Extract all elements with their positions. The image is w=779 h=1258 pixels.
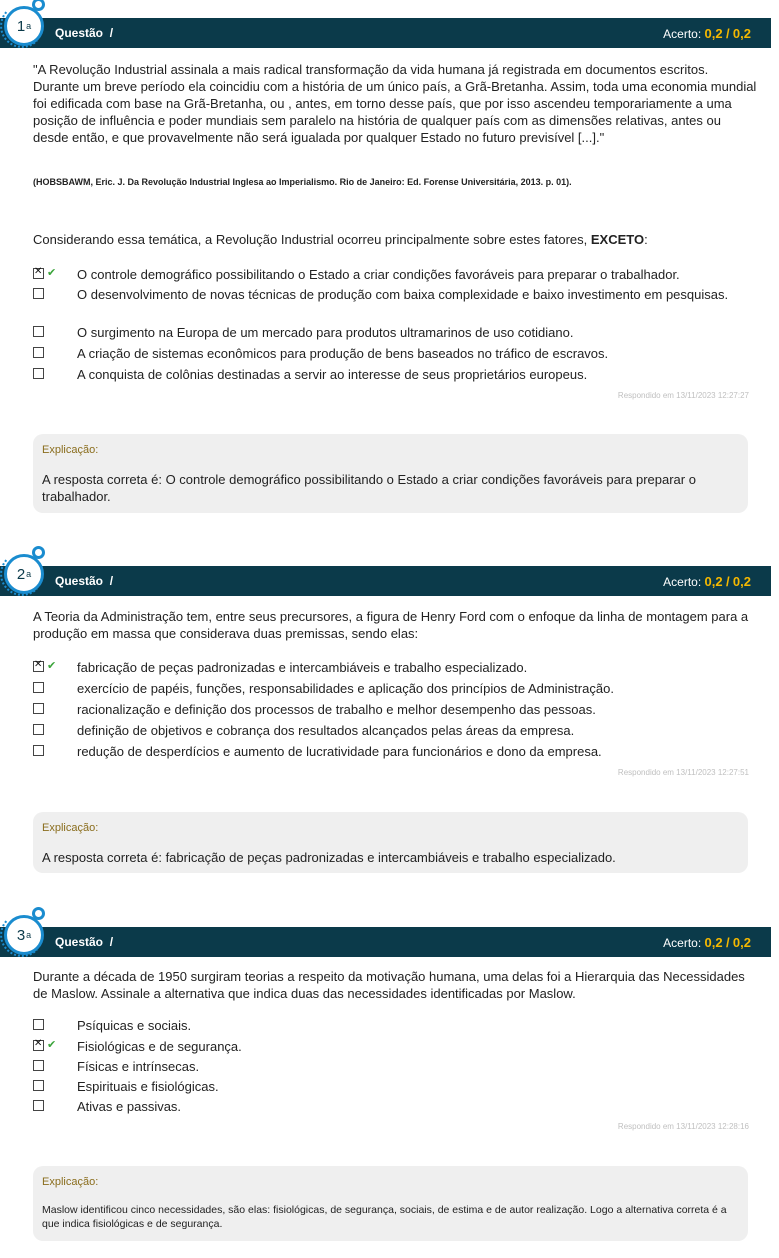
option-label: Psíquicas e sociais. — [77, 1018, 192, 1033]
checkbox[interactable] — [33, 326, 44, 337]
score-max: 0,2 — [732, 574, 751, 589]
correct-check-icon: ✔ — [47, 267, 57, 279]
score-value: 0,2 — [704, 26, 723, 41]
score-max: 0,2 — [732, 26, 751, 41]
checkbox[interactable] — [33, 347, 44, 358]
option-label: redução de desperdícios e aumento de lucratividade para funcionários e dono da empresa. — [77, 744, 602, 759]
checkbox[interactable] — [33, 268, 44, 279]
explanation-title: Explicação: — [42, 444, 99, 456]
option-label: O controle demográfico possibilitando o Estado a criar condições favoráveis para preparar o trabalhador. — [77, 267, 680, 282]
option-a[interactable] — [33, 267, 753, 287]
option-label: Físicas e intrínsecas. — [77, 1059, 200, 1074]
explanation-text: Maslow identificou cinco necessidades, são elas: fisiológicas, de segurança, sociais, de estima e de autor realização. Logo a alternativa correta é a que indica fisiológicas e de segurança. — [42, 1204, 727, 1230]
checkbox[interactable] — [33, 1040, 44, 1051]
checkbox[interactable] — [33, 661, 44, 672]
correct-check-icon: ✔ — [47, 660, 57, 672]
question-title: Questão / — [55, 935, 114, 949]
question-prompt: A Teoria da Administração tem, entre seus precursores, a figura de Henry Ford com o enfoque da linha de montagem para a produção em massa que considerava duas premissas, sendo elas: — [33, 609, 749, 641]
option-label: A conquista de colônias destinadas a servir ao interesse de seus proprietários europeus. — [77, 367, 588, 382]
score: Acerto: 0,2 / 0,2 — [663, 574, 751, 589]
option-d[interactable] — [33, 346, 753, 366]
answered-timestamp: Respondido em 13/11/2023 12:27:51 — [617, 768, 749, 777]
option-c[interactable] — [33, 1059, 753, 1079]
option-b[interactable] — [33, 681, 753, 701]
question-header — [0, 566, 771, 596]
question-prompt: Durante a década de 1950 surgiram teorias a respeito da motivação humana, uma delas foi a Hierarquia das Necessidades de Maslow. Assinale a alternativa que indica duas das necessidades identificadas por Maslow. — [33, 969, 745, 1001]
badge-dot-decoration — [32, 0, 45, 11]
option-label: Espirituais e fisiológicas. — [77, 1079, 219, 1094]
answered-timestamp: Respondido em 13/11/2023 12:28:16 — [617, 1122, 749, 1131]
question-header — [0, 927, 771, 957]
explanation-box — [33, 1166, 748, 1241]
option-b[interactable] — [33, 1039, 753, 1059]
explanation-text: A resposta correta é: O controle demográfico possibilitando o Estado a criar condições favoráveis para preparar o trabalhador. — [42, 472, 696, 504]
score-max: 0,2 — [732, 935, 751, 950]
score-value: 0,2 — [704, 574, 723, 589]
explanation-text: A resposta correta é: fabricação de peças padronizadas e intercambiáveis e trabalho especializado. — [42, 850, 616, 865]
option-d[interactable] — [33, 723, 753, 743]
explanation-box — [33, 434, 748, 513]
option-label: racionalização e definição dos processos de trabalho e melhor desempenho das pessoas. — [77, 702, 596, 717]
option-label: O surgimento na Europa de um mercado para produtos ultramarinos de uso cotidiano. — [77, 325, 574, 340]
option-label: exercício de papéis, funções, responsabilidades e aplicação dos princípios de Administração. — [77, 681, 614, 696]
question-number-badge: 3 a — [4, 915, 44, 955]
checkbox[interactable] — [33, 1019, 44, 1030]
question-title: Questão / — [55, 26, 114, 40]
answered-timestamp: Respondido em 13/11/2023 12:27:27 — [617, 391, 749, 400]
checkbox[interactable] — [33, 1080, 44, 1091]
option-label: Fisiológicas e de segurança. — [77, 1039, 242, 1054]
explanation-box — [33, 812, 748, 873]
option-c[interactable] — [33, 702, 753, 722]
option-label: A criação de sistemas econômicos para produção de bens baseados no tráfico de escravos. — [77, 346, 609, 361]
option-e[interactable] — [33, 744, 753, 764]
explanation-title: Explicação: — [42, 822, 99, 834]
score-value: 0,2 — [704, 935, 723, 950]
checkbox[interactable] — [33, 288, 44, 299]
question-header — [0, 18, 771, 48]
badge-dot-decoration — [32, 907, 45, 920]
checkbox[interactable] — [33, 682, 44, 693]
checkbox[interactable] — [33, 703, 44, 714]
correct-check-icon: ✔ — [47, 1039, 57, 1051]
checkbox[interactable] — [33, 745, 44, 756]
option-a[interactable] — [33, 660, 753, 680]
explanation-title: Explicação: — [42, 1176, 99, 1188]
option-d[interactable] — [33, 1079, 753, 1099]
checkbox[interactable] — [33, 1100, 44, 1111]
option-e[interactable] — [33, 367, 753, 387]
option-label: Ativas e passivas. — [77, 1099, 182, 1114]
option-a[interactable] — [33, 1018, 753, 1038]
checkbox[interactable] — [33, 368, 44, 379]
question-quote: "A Revolução Industrial assinala a mais radical transformação da vida humana já registrada em documentos escritos. Durante um breve período ela coincidiu com a história de um único país, a Grã-Bretanha. Assim, toda uma economia mundial foi edificada com base na Grã-Bretanha, ou , antes, em torno desse país, que por isso ascendeu temporariamente a uma posição de influência e poder mundiais sem paralelo na história de qualquer país com as dimensões relativas, antes ou desde então, e que provavelmente não será igualada por qualquer Estado no futuro previsível [...]." — [33, 62, 757, 145]
option-label: fabricação de peças padronizadas e intercambiáveis e trabalho especializado. — [77, 660, 528, 675]
score: Acerto: 0,2 / 0,2 — [663, 935, 751, 950]
checkbox[interactable] — [33, 724, 44, 735]
option-c[interactable] — [33, 325, 753, 345]
option-label: O desenvolvimento de novas técnicas de produção com baixa complexidade e baixo investimento em pesquisas. — [77, 287, 729, 302]
question-number-badge: 1 a — [4, 6, 44, 46]
badge-dot-decoration — [32, 546, 45, 559]
checkbox[interactable] — [33, 1060, 44, 1071]
option-b[interactable] — [33, 287, 753, 307]
question-citation: (HOBSBAWM, Eric. J. Da Revolução Industrial Inglesa ao Imperialismo. Rio de Janeiro: Ed. Forense Universitária, 2013. p. 01). — [33, 177, 572, 187]
option-e[interactable] — [33, 1099, 753, 1119]
question-title: Questão / — [55, 574, 114, 588]
question-prompt: Considerando essa temática, a Revolução Industrial ocorreu principalmente sobre estes fatores, EXCETO: — [33, 232, 648, 247]
question-number-badge: 2 a — [4, 554, 44, 594]
option-label: definição de objetivos e cobrança dos resultados alcançados pelas áreas da empresa. — [77, 723, 575, 738]
score: Acerto: 0,2 / 0,2 — [663, 26, 751, 41]
